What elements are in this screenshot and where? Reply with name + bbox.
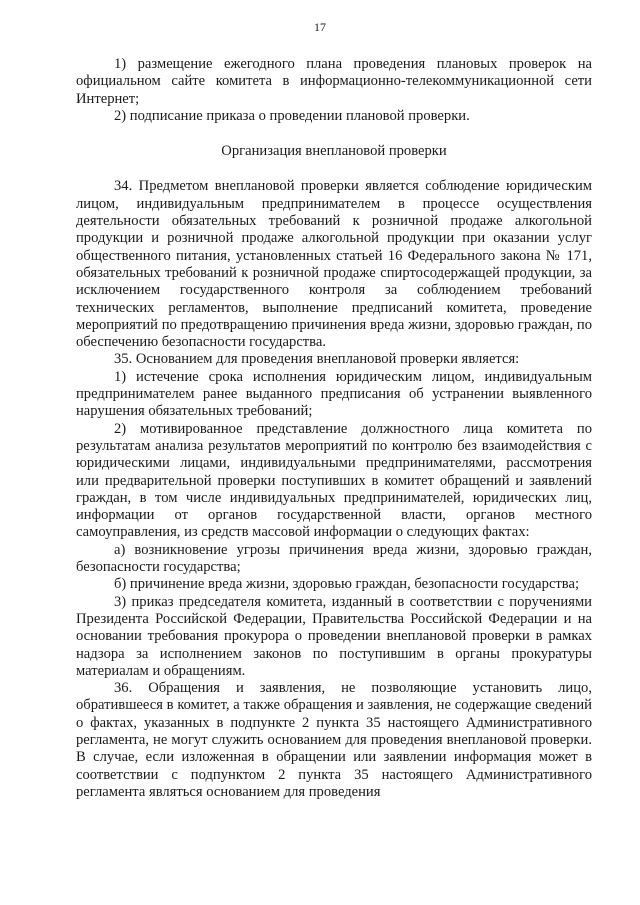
section-heading: Организация внеплановой проверки	[221, 143, 447, 160]
paragraph-35: 35. Основанием для проведения внеплановой проверки является:	[114, 351, 520, 368]
page-number: 17	[314, 20, 326, 34]
document-body	[76, 56, 592, 801]
paragraph-35-item-2b: б) причинение вреда жизни, здоровью граждан, безопасности государства;	[114, 576, 580, 593]
paragraph-35-item-3: 3) приказ председателя комитета, изданный в соответствии с поручениями Президента Российской Федерации, Правительства Российской Федерации и на основании требования прокурора о проведении внеплановой проверки в рамках надзора за исполнением законов по поступившим в органы прокуратуры материалам и обращениям.	[76, 593, 592, 679]
paragraph-order-signing: 2) подписание приказа о проведении плановой проверки.	[114, 107, 470, 124]
paragraph-plan-publication: 1) размещение ежегодного плана проведения плановых проверок на официальном сайте комитета в информационно-телекоммуникационной сети Интернет;	[76, 56, 592, 107]
paragraph-34: 34. Предметом внеплановой проверки является соблюдение юридическим лицом, индивидуальным предпринимателем в процессе осуществления деятельности обязательных требований к розничной продаже алкогольной продукции и розничной продаже алкогольной продукции при оказании услуг общественного питания, установленных статьей 16 Федерального закона № 171, обязательных требований к розничной продаже спиртосодержащей продукции, за исключением государственного контроля за соблюдением требований технических регламентов, выполнение предписаний комитета, проведение мероприятий по предотвращению причинения вреда жизни, здоровью граждан, по обеспечению безопасности государства.	[76, 178, 592, 351]
paragraph-35-item-2a: а) возникновение угрозы причинения вреда жизни, здоровью граждан, безопасности государства;	[76, 541, 592, 576]
paragraph-35-item-1: 1) истечение срока исполнения юридическим лицом, индивидуальным предпринимателем ранее выданного предписания об устранении выявленного нарушения обязательных требований;	[76, 368, 592, 420]
paragraph-36: 36. Обращения и заявления, не позволяющие установить лицо, обратившееся в комитет, а также обращения и заявления, не содержащие сведений о фактах, указанных в подпункте 2 пункта 35 настоящего Административного регламента, не могут служить основанием для проведения внеплановой проверки. В случае, если изложенная в обращении или заявлении информация может в соответствии с подпунктом 2 пункта 35 настоящего Административного регламента являться основанием для проведения	[76, 680, 592, 800]
paragraph-35-item-2: 2) мотивированное представление должностного лица комитета по результатам анализа результатов мероприятий по контролю без взаимодействия с юридическими лицами, индивидуальными предпринимателями, рассмотрения или предварительной проверки поступивших в комитет обращений и заявлений граждан, в том числе индивидуальных предпринимателей, юридических лиц, информации от органов государственной власти, органов местного самоуправления, из средств массовой информации о следующих фактах:	[76, 420, 592, 541]
